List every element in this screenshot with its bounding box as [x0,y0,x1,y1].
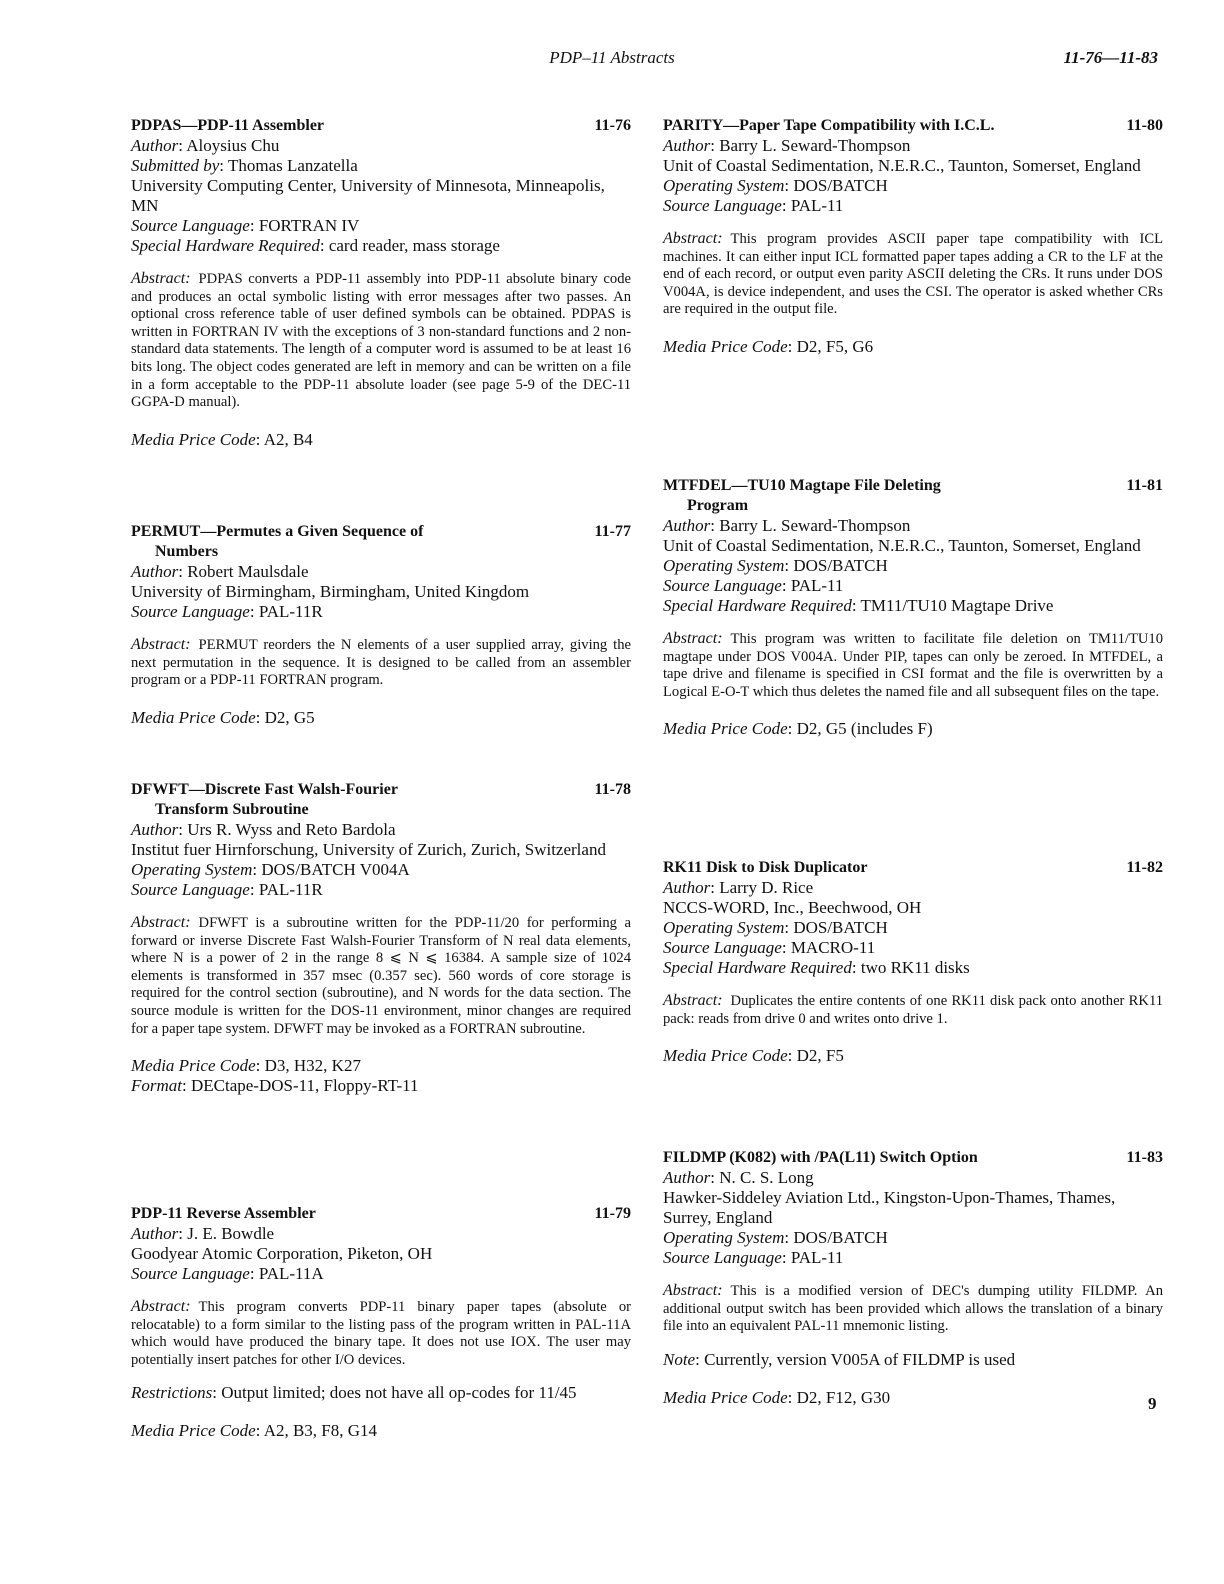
entry-11-81: MTFDEL—TU10 Magtape File Deleting Program 11-81 Author: Barry L. Seward-Thompson Unit of Coastal Sedimentation, N.E.R.C., Taunton, Somerset, England Operating System: DOS/BATCH Source Language: PAL-11 Special Hardware Required: TM11/TU10 Magtape Drive Abstract: This program was written to facilitate file deletion on TM11/TU10 magtape under DOS V004A. Under PIP, tapes can only be zeroed. In MTFDEL, a tape drive and filename is specified in CSI format and the file is overwritten by a Logical E-O-T which thus deletes the named file and all subsequent files on the tape. Media Price Code: D2, G5 (includes F) [663,477,1163,739]
abstract: Abstract: DFWFT is a subroutine written for the PDP-11/20 for performing a forward or inverse Discrete Fast Walsh-Fourier Transform of N real data elements, where N is a power of 2 in the range 8 ⩽ N ⩽ 16384. A sample size of 1024 elements is transformed in 357 msec (0.357 sec). 560 words of core storage is required for the control section (subroutine), and N words for the data section. The source module is written for the DOS-11 environment, minor changes are required for a paper tape system. DFWFT may be invoked as a FORTRAN subroutine. [131,914,631,1037]
special-hardware: TM11/TU10 Magtape Drive [860,596,1054,615]
entry-title: RK11 Disk to Disk Duplicator 11-82 [663,859,1163,876]
media-price-code: Media Price Code: D2, F5, G6 [663,336,874,356]
source-language: PAL-11 [790,196,844,215]
author: Larry D. Rice [719,878,814,897]
entry-11-76: PDPAS—PDP-11 Assembler 11-76 Author: Aloysius Chu Submitted by: Thomas Lanzatella University Computing Center, University of Minnesota, Minneapolis, MN Source Language: FORTRAN IV Special Hardware Required: card reader, mass storage Abstract: PDPAS converts a PDP-11 assembly into PDP-11 absolute binary code and produces an octal symbolic listing with error messages after two passes. An optional cross reference table of user defined symbols can be obtained. PDPAS is written in FORTRAN IV with the exceptions of 3 non-standard functions and 2 non-standard data statements. The length of a computer word is assumed to be at least 16 bits long. The object codes generated are left in memory and can be written on a file in a form acceptable to the PDP-11 absolute loader (see page 5-9 of the DEC-11 GGPA-D manual). Media Price Code: A2, B4 [131,117,631,449]
source-language: MACRO-11 [790,938,876,957]
media-price-code: Media Price Code: D3, H32, K27 [131,1056,361,1076]
media-price-code: Media Price Code: D2, F12, G30 [663,1387,891,1407]
author: Aloysius Chu [186,136,280,155]
affiliation: University of Birmingham, Birmingham, United Kingdom [131,582,530,601]
operating-system: DOS/BATCH V004A [261,860,410,879]
affiliation: Goodyear Atomic Corporation, Piketon, OH [131,1244,433,1263]
restrictions: Restrictions: Output limited; does not have all op-codes for 11/45 [131,1383,577,1403]
affiliation: Institut fuer Hirnforschung, University of Zurich, Zurich, Switzerland [131,840,606,859]
abstract: Abstract: PDPAS converts a PDP-11 assembly into PDP-11 absolute binary code and produces an octal symbolic listing with error messages after two passes. An optional cross reference table of user defined symbols can be obtained. PDPAS is written in FORTRAN IV with the exceptions of 3 non-standard functions and 2 non-standard data statements. The length of a computer word is assumed to be at least 16 bits long. The object codes generated are left in memory and can be written on a file in a form acceptable to the PDP-11 absolute loader (see page 5-9 of the DEC-11 GGPA-D manual). [131,270,631,411]
entry-number: 11-79 [594,1205,631,1222]
note: Note: Currently, version V005A of FILDMP is used [663,1349,1016,1369]
entry-number: 11-76 [594,117,631,134]
author: Barry L. Seward-Thompson [719,516,911,535]
affiliation: University Computing Center, University of Minnesota, Minneapolis, MN [131,176,605,215]
format: Format: DECtape-DOS-11, Floppy-RT-11 [131,1076,419,1096]
entry-number: 11-78 [594,781,631,798]
page-number: 9 [1148,1394,1157,1413]
submitted-by: Thomas Lanzatella [227,156,358,175]
author: Barry L. Seward-Thompson [719,136,911,155]
entry-11-77: PERMUT—Permutes a Given Sequence of Numbers 11-77 Author: Robert Maulsdale University of Birmingham, Birmingham, United Kingdom Source Language: PAL-11R Abstract: PERMUT reorders the N elements of a user supplied array, giving the next permutation in the sequence. It is designed to be called from an assembler program or a PDP-11 FORTRAN program. Media Price Code: D2, G5 [131,523,631,727]
entry-title: PARITY—Paper Tape Compatibility with I.C.L. 11-80 [663,117,1163,134]
entry-11-78: DFWFT—Discrete Fast Walsh-Fourier Transform Subroutine 11-78 Author: Urs R. Wyss and Reto Bardola Institut fuer Hirnforschung, University of Zurich, Zurich, Switzerland Operating System: DOS/BATCH V004A Source Language: PAL-11R Abstract: DFWFT is a subroutine written for the PDP-11/20 for performing a forward or inverse Discrete Fast Walsh-Fourier Transform of N real data elements, where N is a power of 2 in the range 8 ⩽ N ⩽ 16384. A sample size of 1024 elements is transformed in 357 msec (0.357 sec). 560 words of core storage is required for the control section (subroutine), and N words for the data section. The source module is written for the DOS-11 environment, minor changes are required for a paper tape system. DFWFT may be invoked as a FORTRAN subroutine. Media Price Code: D3, H32, K27 Format: DECtape-DOS-11, Floppy-RT-11 [131,781,631,1096]
media-price-code: Media Price Code: A2, B3, F8, G14 [131,1421,378,1441]
abstract: Abstract: This is a modified version of DEC's dumping utility FILDMP. An additional output switch has been provided which allows the translation of a binary file into an equivalent PAL-11 mnemonic listing. [663,1282,1163,1335]
entry-number: 11-80 [1126,117,1163,134]
affiliation: Hawker-Siddeley Aviation Ltd., Kingston-Upon-Thames, Thames, Surrey, England [663,1188,1116,1227]
operating-system: DOS/BATCH [793,176,888,195]
operating-system: DOS/BATCH [793,556,888,575]
entry-number: 11-83 [1126,1149,1163,1166]
source-language: PAL-11 [790,576,844,595]
entry-title: MTFDEL—TU10 Magtape File Deleting Program 11-81 [663,477,1163,514]
abstract: Abstract: PERMUT reorders the N elements of a user supplied array, giving the next permutation in the sequence. It is designed to be called from an assembler program or a PDP-11 FORTRAN program. [131,636,631,689]
author: Robert Maulsdale [187,562,309,581]
operating-system: DOS/BATCH [793,918,888,937]
media-price-code: Media Price Code: D2, F5 [663,1046,844,1066]
media-price-code: Media Price Code: D2, G5 [131,707,315,727]
entry-number: 11-77 [594,523,631,540]
operating-system: DOS/BATCH [793,1228,888,1247]
entry-title: PDPAS—PDP-11 Assembler 11-76 [131,117,631,134]
abstract: Abstract: This program provides ASCII paper tape compatibility with ICL machines. It can either input ICL formatted paper tapes adding a CR to the LF at the end of each record, or output even parity ASCII deleting the CRs. It runs under DOS V004A, is device independent, and uses the CSI. The operator is asked whether CRs are required in the output file. [663,230,1163,318]
affiliation: Unit of Coastal Sedimentation, N.E.R.C., Taunton, Somerset, England [663,156,1141,175]
author: J. E. Bowdle [187,1224,275,1243]
special-hardware: card reader, mass storage [328,236,500,255]
entry-title: PDP-11 Reverse Assembler 11-79 [131,1205,631,1222]
affiliation: Unit of Coastal Sedimentation, N.E.R.C., Taunton, Somerset, England [663,536,1141,555]
source-language: PAL-11R [258,880,323,899]
entry-title: PERMUT—Permutes a Given Sequence of Numbers 11-77 [131,523,631,560]
header-title: PDP–11 Abstracts [549,48,675,67]
abstract: Abstract: This program was written to facilitate file deletion on TM11/TU10 magtape under DOS V004A. Under PIP, tapes can only be zeroed. In MTFDEL, a tape drive and filename is specified in CSI format and the file is overwritten by a Logical E-O-T which thus deletes the named file and all subsequent files on the tape. [663,630,1163,700]
abstract: Abstract: Duplicates the entire contents of one RK11 disk pack onto another RK11 pack: reads from drive 0 and writes onto drive 1. [663,992,1163,1027]
entry-11-80: PARITY—Paper Tape Compatibility with I.C.L. 11-80 Author: Barry L. Seward-Thompson Unit of Coastal Sedimentation, N.E.R.C., Taunton, Somerset, England Operating System: DOS/BATCH Source Language: PAL-11 Abstract: This program provides ASCII paper tape compatibility with ICL machines. It can either input ICL formatted paper tapes adding a CR to the LF at the end of each record, or output even parity ASCII deleting the CRs. It runs under DOS V004A, is device independent, and uses the CSI. The operator is asked whether CRs are required in the output file. Media Price Code: D2, F5, G6 [663,117,1163,356]
entry-11-83: FILDMP (K082) with /PA(L11) Switch Option 11-83 Author: N. C. S. Long Hawker-Siddeley Aviation Ltd., Kingston-Upon-Thames, Thames, Surrey, England Operating System: DOS/BATCH Source Language: PAL-11 Abstract: This is a modified version of DEC's dumping utility FILDMP. An additional output switch has been provided which allows the translation of a binary file into an equivalent PAL-11 mnemonic listing. Note: Currently, version V005A of FILDMP is used Media Price Code: D2, F12, G30 [663,1149,1163,1407]
affiliation: NCCS-WORD, Inc., Beechwood, OH [663,898,922,917]
media-price-code: Media Price Code: A2, B4 [131,429,313,449]
special-hardware: two RK11 disks [860,958,970,977]
author: Urs R. Wyss and Reto Bardola [187,820,396,839]
abstract: Abstract: This program converts PDP-11 binary paper tapes (absolute or relocatable) to a form similar to the listing pass of the program written in PAL-11A which would have produced the binary tape. It does not use IOX. The user may potentially insert patches for other I/O devices. [131,1298,631,1368]
header-range: 11-76—11-83 [1063,48,1158,67]
running-header [0,48,1224,74]
source-language: PAL-11A [258,1264,324,1283]
source-language: PAL-11 [790,1248,844,1267]
entry-11-82: RK11 Disk to Disk Duplicator 11-82 Author: Larry D. Rice NCCS-WORD, Inc., Beechwood, OH Operating System: DOS/BATCH Source Language: MACRO-11 Special Hardware Required: two RK11 disks Abstract: Duplicates the entire contents of one RK11 disk pack onto another RK11 pack: reads from drive 0 and writes onto drive 1. Media Price Code: D2, F5 [663,859,1163,1066]
source-language: PAL-11R [258,602,323,621]
entry-title: DFWFT—Discrete Fast Walsh-Fourier Transform Subroutine 11-78 [131,781,631,818]
entry-11-79: PDP-11 Reverse Assembler 11-79 Author: J. E. Bowdle Goodyear Atomic Corporation, Piketon, OH Source Language: PAL-11A Abstract: This program converts PDP-11 binary paper tapes (absolute or relocatable) to a form similar to the listing pass of the program written in PAL-11A which would have produced the binary tape. It does not use IOX. The user may potentially insert patches for other I/O devices. Restrictions: Output limited; does not have all op-codes for 11/45 Media Price Code: A2, B3, F8, G14 [131,1205,631,1441]
author: N. C. S. Long [719,1168,814,1187]
entry-number: 11-81 [1126,477,1163,494]
media-price-code: Media Price Code: D2, G5 (includes F) [663,719,933,739]
entry-title: FILDMP (K082) with /PA(L11) Switch Option 11-83 [663,1149,1163,1166]
entry-number: 11-82 [1126,859,1163,876]
source-language: FORTRAN IV [258,216,360,235]
